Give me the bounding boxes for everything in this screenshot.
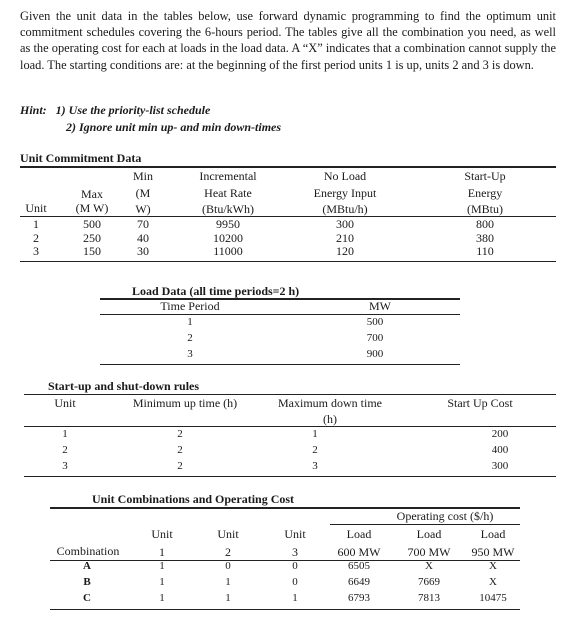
load-data-bottom-rule [100, 364, 460, 365]
combinations-header-load-600: Load 600 MW [337, 527, 381, 559]
combinations-header-unit-1: Unit 1 [151, 527, 173, 559]
table-cell: 6649 [348, 575, 370, 588]
hint-line-1 [20, 103, 210, 118]
startup-rules-top-rule [24, 394, 556, 395]
combinations-col-name [72, 559, 102, 606]
table-cell: 2 [62, 443, 68, 456]
table-cell: 800 [476, 217, 494, 231]
table-cell: 2 [312, 443, 318, 456]
unit-data-col-startup [440, 218, 530, 259]
table-cell: 0 [292, 560, 298, 572]
unit-data-header-startup: Start-Up Energy (MBtu) [464, 169, 506, 216]
combinations-header-load-950: Load 950 MW [471, 527, 515, 559]
startup-rules-col-unit [50, 427, 80, 474]
hint-2: 2) Ignore unit min up- and min down-times [66, 120, 282, 134]
combinations-col-cost-950 [462, 559, 524, 606]
problem-statement: Given the unit data in the tables below, use forward dynamic programming to find the optimum unit commitment schedules covering the 6-hours period. The tables give all the combination you need, as well as the operating cost for each at loads in the load data. A “X” indicates that a combination cannot supply the load. The starting conditions are: at the beginning of the first period units 1 is up, units 2 and 3 is down. [20, 9, 556, 72]
startup-rules-col-max-down [300, 427, 330, 474]
combinations-header-load-700: Load 700 MW [407, 527, 451, 559]
table-cell: 30 [137, 244, 149, 258]
unit-data-col-unit [20, 218, 52, 259]
unit-data-top-rule [20, 166, 556, 168]
table-cell: 1 [312, 428, 318, 440]
table-cell: 500 [83, 217, 101, 231]
unit-data-col-heat-rate [178, 218, 278, 259]
table-cell: 210 [336, 230, 354, 245]
table-cell: 900 [366, 347, 384, 360]
table-cell: 700 [366, 331, 384, 344]
table-cell: 1 [62, 428, 68, 440]
table-cell: X [425, 560, 433, 572]
table-cell: 2 [177, 428, 183, 440]
table-cell: 6793 [348, 591, 370, 604]
unit-data-col-min [118, 218, 168, 259]
table-cell: C [83, 591, 91, 604]
table-cell: 1 [187, 316, 193, 328]
load-data-header-rule [100, 314, 460, 315]
table-cell: 250 [83, 230, 101, 245]
table-cell: 7669 [418, 575, 440, 588]
table-cell: 1 [292, 591, 298, 604]
startup-rules-title: Start-up and shut-down rules [48, 379, 200, 393]
unit-data-header-unit: Unit [25, 201, 47, 215]
table-cell: 1 [159, 591, 165, 604]
combinations-col-cost-600 [328, 559, 390, 606]
table-cell: 380 [476, 230, 494, 245]
table-cell: 2 [177, 443, 183, 456]
table-cell: 400 [491, 443, 509, 456]
startup-rules-header-min-up: Minimum up time (h) [132, 396, 238, 410]
table-cell: 70 [137, 217, 149, 231]
table-cell: 300 [336, 217, 354, 231]
table-cell: 110 [476, 244, 494, 258]
combinations-title: Unit Combinations and Operating Cost [92, 492, 295, 506]
combinations-opcost-rule [330, 524, 520, 525]
load-data-header-mw: MW [369, 299, 391, 313]
startup-rules-header-cost: Start Up Cost [447, 396, 513, 410]
table-cell: 10200 [213, 230, 243, 245]
startup-rules-col-min-up [165, 427, 195, 474]
table-cell: 150 [83, 244, 101, 258]
startup-rules-header-unit: Unit [54, 396, 76, 410]
startup-rules-header-rule [24, 426, 556, 427]
table-cell: 1 [159, 560, 165, 572]
load-data-title: Load Data (all time periods=2 h) [132, 284, 300, 298]
combinations-header-opcost: Operating cost ($/h) [396, 509, 494, 523]
load-data-col-period [160, 315, 220, 362]
startup-rules-header-max-down: Maximum down time (h) [278, 396, 382, 426]
combinations-col-unit-2 [208, 559, 248, 606]
table-cell: 500 [366, 316, 384, 328]
combinations-bottom-rule [50, 609, 520, 610]
table-cell: 11000 [213, 244, 243, 258]
table-cell: 1 [225, 575, 231, 588]
hint-label: Hint: [20, 103, 47, 117]
table-cell: A [83, 560, 91, 572]
table-cell: X [489, 575, 497, 588]
table-cell: 2 [177, 459, 183, 472]
table-cell: 3 [33, 244, 39, 258]
table-cell: 9950 [216, 217, 240, 231]
table-cell: 7813 [418, 591, 440, 604]
unit-data-header-max: Max (M W) [75, 187, 109, 215]
unit-data-header-min: Min (M W) [132, 169, 153, 216]
combinations-col-unit-3 [275, 559, 315, 606]
table-cell: 120 [336, 244, 354, 258]
table-cell: 1 [159, 575, 165, 588]
table-cell: 3 [312, 459, 318, 472]
unit-data-bottom-rule [20, 261, 556, 262]
combinations-col-cost-700 [398, 559, 460, 606]
table-cell: 6505 [348, 560, 370, 572]
unit-data-title: Unit Commitment Data [20, 151, 142, 165]
unit-data-col-max [62, 218, 122, 259]
combinations-header-unit-2: Unit 2 [217, 527, 239, 559]
combinations-col-unit-1 [142, 559, 182, 606]
table-cell: 0 [225, 560, 231, 572]
combinations-header-unit-3: Unit 3 [284, 527, 306, 559]
startup-rules-col-cost [480, 427, 520, 474]
table-cell: 3 [187, 347, 193, 360]
table-cell: 2 [33, 230, 39, 245]
table-cell: 1 [33, 217, 39, 231]
load-data-header-period: Time Period [160, 299, 220, 313]
unit-data-col-no-load [290, 218, 400, 259]
combinations-header-combination: Combination [56, 544, 120, 558]
table-cell: 2 [187, 331, 193, 344]
table-cell: 0 [292, 575, 298, 588]
table-cell: 3 [62, 459, 68, 472]
hint-1: 1) Use the priority-list schedule [55, 103, 211, 117]
table-cell: B [83, 575, 91, 588]
load-data-col-mw [345, 315, 405, 362]
startup-rules-bottom-rule [24, 476, 556, 477]
table-cell: 300 [491, 459, 509, 472]
table-cell: 10475 [479, 591, 507, 604]
table-cell: 40 [137, 230, 149, 245]
unit-data-header-no-load: No Load Energy Input (MBtu/h) [313, 169, 377, 216]
table-cell: X [489, 560, 497, 572]
unit-data-header-heat-rate: Incremental Heat Rate (Btu/kWh) [199, 169, 257, 216]
table-cell: 1 [225, 591, 231, 604]
table-cell: 200 [491, 428, 509, 440]
